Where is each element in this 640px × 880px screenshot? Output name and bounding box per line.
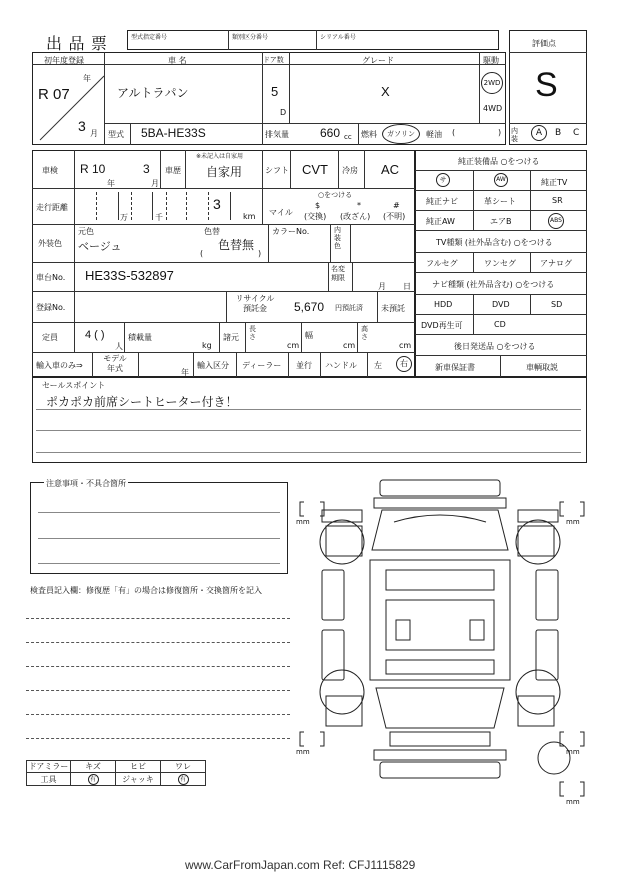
- sales-point-label: セールスポイント: [42, 381, 106, 390]
- handle-left: 左: [374, 361, 382, 370]
- fuel-label: 燃料: [361, 130, 377, 139]
- caution-box: [30, 482, 288, 574]
- ac-value: AC: [381, 162, 400, 177]
- chassis-value: HE33S-532897: [85, 268, 174, 283]
- tire-mm-spare: mm: [566, 798, 580, 806]
- legend-broken: ワレ: [160, 760, 206, 773]
- tire-mm-fr: mm: [566, 518, 580, 526]
- diesel-label: 軽油: [426, 130, 442, 139]
- aw-circled: AW: [494, 173, 508, 187]
- height-cm: cm: [399, 341, 412, 350]
- first-registration-month: 3: [78, 118, 86, 134]
- model-year-unit: 年: [181, 368, 189, 377]
- genuine-navi: 純正ナビ: [426, 197, 458, 206]
- mileage-value: 3: [213, 196, 221, 212]
- first-registration-label: 初年度登録: [44, 56, 84, 65]
- hash-mark: #: [393, 201, 400, 210]
- caution-label: 注意事項・不具合箇所: [46, 479, 126, 488]
- oneseg-option: ワンセグ: [484, 259, 516, 268]
- capacity-label: 定員: [42, 333, 58, 342]
- mile-label: マイル: [269, 208, 293, 217]
- person-unit: 人: [115, 342, 123, 351]
- load-capacity-label: 積載量: [128, 333, 152, 342]
- tire-mm-rl: mm: [296, 748, 310, 756]
- analog-option: アナログ: [540, 259, 572, 268]
- recycle-value: 5,670: [294, 300, 325, 314]
- dvd-option: DVD: [492, 300, 510, 309]
- interior-color-label: 内装色: [334, 226, 341, 250]
- legend-scratch: キズ: [70, 760, 116, 773]
- airbag: エアB: [490, 217, 512, 226]
- genuine-equipment-label: 純正装備品 ○をつける: [458, 157, 540, 166]
- sunroof-circled: サ: [436, 173, 450, 187]
- rating-value: S: [535, 66, 558, 104]
- legend-door-mirror: ドアミラー: [26, 760, 71, 773]
- kg-unit: kg: [202, 341, 212, 350]
- inspection-year-unit: 年: [107, 179, 115, 188]
- legend-jack-mark: 有: [160, 772, 206, 786]
- tire-mm-fl: mm: [296, 518, 310, 526]
- width-label: 幅: [305, 331, 313, 340]
- drive-4wd: 4WD: [483, 104, 503, 113]
- import-type-label: 輸入区分: [197, 361, 229, 370]
- recycle-unpaid: 未預託: [381, 304, 405, 313]
- width-cm: cm: [343, 341, 356, 350]
- abs-circled: ABS: [548, 213, 564, 229]
- sales-point-box: [32, 377, 587, 463]
- legend-tools-mark: 有: [70, 772, 116, 786]
- dimensions-label: 諸元: [223, 333, 239, 342]
- footer-reference: www.CarFromJapan.com Ref: CFJ1115829: [185, 858, 416, 872]
- inspector-notes-label: 検査員記入欄：修復歴「有」の場合は修復箇所・交換箇所を記入: [30, 586, 262, 595]
- mileage-sen-unit: 千: [155, 213, 163, 222]
- cc-unit: cc: [344, 133, 352, 141]
- shift-value: CVT: [302, 162, 328, 177]
- sd-option: SD: [551, 300, 563, 309]
- import-only-label: 輸入車のみ⇒: [36, 361, 83, 370]
- dollar-mark: $: [315, 201, 321, 210]
- serial-number-label: シリアル番号: [320, 34, 356, 41]
- original-color-value: ベージュ: [78, 241, 122, 253]
- new-car-warranty: 新車保証書: [435, 363, 475, 372]
- month-unit: 月: [90, 129, 98, 138]
- inspection-month-unit: 月: [151, 179, 159, 188]
- registration-no-label: 登録No.: [36, 303, 66, 312]
- rating-label: 評価点: [532, 39, 556, 48]
- capacity-value: 4 ( ): [85, 329, 105, 341]
- tv-type-label: TV種類 (社外品含む) ○をつける: [436, 238, 553, 247]
- recycle-paid: 円預託済: [335, 304, 363, 312]
- mileage-label: 走行距離: [36, 203, 68, 212]
- length-label: 長さ: [249, 325, 256, 341]
- displacement-label: 排気量: [265, 130, 289, 139]
- shift-label: シフト: [265, 166, 289, 175]
- car-name-label: 車 名: [168, 56, 187, 65]
- mileage-digit-boxes: [76, 190, 262, 222]
- mileage-circle-note: ○をつける: [318, 191, 353, 199]
- interior-c: C: [573, 128, 580, 138]
- history-value: 自家用: [206, 165, 243, 179]
- history-label: 車歴: [165, 166, 181, 175]
- chassis-label: 車台No.: [36, 273, 66, 282]
- original-color-label: 元色: [78, 227, 94, 236]
- legend-tools: 工具: [26, 772, 71, 786]
- leather-seats: 革シート: [484, 197, 516, 206]
- mileage-man-unit: 万: [120, 213, 128, 222]
- interior-a-circled: A: [531, 125, 547, 141]
- tire-mm-rr: mm: [566, 748, 580, 756]
- name-change-month: 月: [378, 282, 386, 291]
- color-number-label: カラーNo.: [272, 227, 310, 236]
- fuel-gasoline-circled: ガソリン: [382, 124, 420, 144]
- drive-label: 駆動: [483, 56, 499, 65]
- cd-option: CD: [494, 320, 506, 329]
- dvd-player-option: DVD再生可: [421, 321, 463, 330]
- inspection-label: 車検: [42, 166, 58, 175]
- page-title: 出 品 票: [46, 36, 108, 53]
- dealer-option: ディーラー: [242, 361, 282, 370]
- unknown-label: (不明): [383, 212, 406, 221]
- km-unit: km: [243, 212, 256, 221]
- grade-value: X: [381, 84, 390, 99]
- displacement-value: 660: [320, 126, 341, 140]
- fullseg-option: フルセグ: [426, 259, 458, 268]
- grade-label: グレード: [362, 56, 394, 65]
- height-label: 高さ: [361, 325, 368, 341]
- car-name: アルトラパン: [117, 86, 189, 100]
- altered-label: (改ざん): [340, 212, 371, 221]
- model-year-label: モデル年式: [103, 354, 127, 373]
- inspection-month: 3: [143, 162, 150, 176]
- legend-jack: ジャッキ: [115, 772, 161, 786]
- exterior-color-label: 外装色: [38, 239, 62, 248]
- sales-point-text: ポカポカ前席シートヒーター付き！: [46, 395, 238, 409]
- door-count: 5: [271, 84, 279, 99]
- car-damage-diagram: [290, 470, 590, 815]
- genuine-aw: 純正AW: [426, 217, 455, 226]
- length-cm: cm: [287, 341, 300, 350]
- repaint-value: 色替無: [218, 238, 255, 252]
- name-change-day: 日: [403, 282, 411, 291]
- model-number-label: 型式指定番号: [131, 34, 168, 41]
- repaint-label: 色替: [204, 227, 220, 236]
- drive-2wd-circled: 2WD: [481, 72, 503, 94]
- history-note: ※未記入は自家用: [196, 153, 244, 160]
- exchange-label: (交換): [304, 212, 327, 221]
- door-suffix: D: [280, 108, 287, 117]
- recycle-label: リサイクル預託金: [235, 294, 275, 313]
- hdd-option: HDD: [434, 300, 453, 309]
- class-number-label: 類別区分番号: [232, 34, 269, 41]
- inspection-era: R 10: [80, 162, 106, 176]
- handle-right-circled: 右: [396, 356, 412, 372]
- model-number-box: [127, 30, 499, 50]
- model-type-label: 型式: [108, 130, 124, 139]
- legend-crack: ヒビ: [115, 760, 161, 773]
- name-change-label: 名変期限: [331, 265, 345, 282]
- later-delivery-label: 後日発送品 ○をつける: [454, 342, 536, 351]
- first-registration-era: R 07: [38, 86, 70, 103]
- star-mark: *: [357, 201, 361, 210]
- year-unit: 年: [83, 74, 91, 83]
- sunroof-sr: SR: [552, 196, 563, 205]
- interior-label: 内装: [511, 127, 518, 143]
- handle-label: ハンドル: [325, 361, 357, 370]
- ac-label: 冷房: [342, 166, 358, 175]
- parallel-option: 並行: [296, 361, 312, 370]
- door-count-label: ドア数: [263, 56, 284, 64]
- interior-b: B: [555, 128, 562, 138]
- model-type-value: 5BA-HE33S: [141, 126, 206, 140]
- genuine-tv: 純正TV: [541, 178, 568, 187]
- vehicle-manual: 車輌取説: [526, 363, 558, 372]
- navi-type-label: ナビ種類 (社外品含む) ○をつける: [432, 280, 555, 289]
